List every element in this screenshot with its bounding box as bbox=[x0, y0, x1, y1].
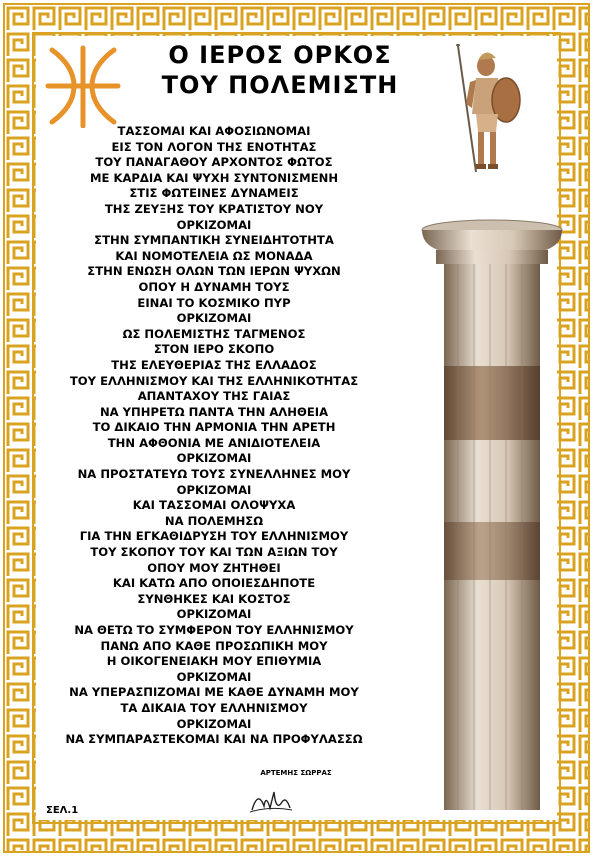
oath-line: ΝΑ ΣΥΜΠΑΡΑΣΤΕΚΟΜΑΙ ΚΑΙ ΝΑ ΠΡΟΦΥΛΑΣΣΩ bbox=[65, 732, 363, 747]
oath-line: ΟΡΚΙΖΟΜΑΙ bbox=[176, 311, 252, 326]
oath-line: ΟΠΟΥ ΜΟΥ ΖΗΤΗΘΕΙ bbox=[147, 560, 281, 575]
title-line-1: Ο ΙΕΡΟΣ ΟΡΚΟΣ bbox=[168, 41, 392, 69]
oath-line: ΣΤΟΝ ΙΕΡΟ ΣΚΟΠΟ bbox=[153, 342, 275, 357]
oath-line: ΓΙΑ ΤΗΝ ΕΓΚΑΘΙΔΡΥΣΗ ΤΟΥ ΕΛΛΗΝΙΣΜΟΥ bbox=[79, 529, 349, 544]
oath-line: ΕΙΝΑΙ ΤΟ ΚΟΣΜΙΚΟ ΠΥΡ bbox=[137, 295, 291, 310]
oath-line: ΣΤΗΝ ΣΥΜΠΑΝΤΙΚΗ ΣΥΝΕΙΔΗΤΟΤΗΤΑ bbox=[94, 233, 334, 248]
oath-line: ΕΙΣ ΤΟΝ ΛΟΓΟΝ ΤΗΣ ΕΝΟΤΗΤΑΣ bbox=[111, 139, 317, 154]
oath-line: ΤΟ ΔΙΚΑΙΟ ΤΗΝ ΑΡΜΟΝΙΑ ΤΗΝ ΑΡΕΤΗ bbox=[92, 420, 336, 435]
oath-text bbox=[44, 124, 384, 748]
oath-line: ΚΑΙ ΝΟΜΟΤΕΛΕΙΑ ΩΣ ΜΟΝΑΔΑ bbox=[115, 248, 313, 263]
oath-line: ΤΗΣ ΕΛΕΥΘΕΡΙΑΣ ΤΗΣ ΕΛΛΑΔΟΣ bbox=[111, 357, 317, 372]
oath-line: ΝΑ ΠΡΟΣΤΑΤΕΥΩ ΤΟΥΣ ΣΥΝΕΛΛΗΝΕΣ ΜΟΥ bbox=[77, 467, 351, 482]
oath-line: ΝΑ ΥΠΕΡΑΣΠΙΖΟΜΑΙ ΜΕ ΚΑΘΕ ΔΥΝΑΜΗ ΜΟΥ bbox=[69, 685, 359, 700]
oath-line: ΩΣ ΠΟΛΕΜΙΣΤΗΣ ΤΑΓΜΕΝΟΣ bbox=[122, 326, 306, 341]
oath-line: ΤΟΥ ΠΑΝΑΓΑΘΟΥ ΑΡΧΟΝΤΟΣ ΦΩΤΟΣ bbox=[95, 155, 333, 170]
oath-line: ΚΑΙ ΚΑΤΩ ΑΠΟ ΟΠΟΙΕΣΔΗΠΟΤΕ bbox=[112, 576, 316, 591]
oath-line: ΤΑΣΣΟΜΑΙ ΚΑΙ ΑΦΟΣΙΩΝΟΜΑΙ bbox=[117, 124, 311, 138]
oath-line: ΟΡΚΙΖΟΜΑΙ bbox=[176, 217, 252, 232]
oath-line: ΤΗΝ ΑΦΘΟΝΙΑ ΜΕ ΑΝΙΔΙΟΤΕΛΕΙΑ bbox=[107, 435, 321, 450]
ionic-column-icon bbox=[418, 218, 566, 810]
oath-line: ΝΑ ΘΕΤΩ ΤΟ ΣΥΜΦΕΡΟΝ ΤΟΥ ΕΛΛΗΝΙΣΜΟΥ bbox=[74, 623, 354, 637]
oath-line: ΜΕ ΚΑΡΔΙΑ ΚΑΙ ΨΥΧΗ ΣΥΝΤΟΝΙΣΜΕΝΗ bbox=[89, 170, 339, 185]
oath-line: ΟΡΚΙΖΟΜΑΙ bbox=[176, 607, 252, 622]
page-number: ΣΕΛ.1 bbox=[46, 805, 79, 816]
warrior-statue-icon bbox=[446, 44, 526, 174]
title-line-2: ΤΟΥ ΠΟΛΕΜΙΣΤΗ bbox=[161, 71, 399, 99]
oath-line: ΣΥΝΘΗΚΕΣ ΚΑΙ ΚΟΣΤΟΣ bbox=[137, 591, 291, 606]
oath-line: ΠΑΝΩ ΑΠΟ ΚΑΘΕ ΠΡΟΣΩΠΙΚΗ ΜΟΥ bbox=[100, 638, 328, 653]
oath-line: ΟΠΟΥ Η ΔΥΝΑΜΗ ΤΟΥΣ bbox=[138, 279, 290, 294]
oath-line: ΤΟΥ ΣΚΟΠΟΥ ΤΟΥ ΚΑΙ ΤΩΝ ΑΞΙΩΝ ΤΟΥ bbox=[90, 545, 338, 560]
oath-line: Η ΟΙΚΟΓΕΝΕΙΑΚΗ ΜΟΥ ΕΠΙΘΥΜΙΑ bbox=[106, 654, 322, 669]
oath-line: ΤΗΣ ΖΕΥΞΗΣ ΤΟΥ ΚΡΑΤΙΣΤΟΥ ΝΟΥ bbox=[104, 201, 324, 216]
author-name: ΑΡΤΕΜΗΣ ΣΩΡΡΑΣ bbox=[260, 769, 332, 777]
trident-logo-icon bbox=[44, 44, 122, 128]
oath-line: ΟΡΚΙΖΟΜΑΙ bbox=[176, 451, 252, 466]
oath-line: ΤΟΥ ΕΛΛΗΝΙΣΜΟΥ ΚΑΙ ΤΗΣ ΕΛΛΗΝΙΚΟΤΗΤΑΣ bbox=[69, 373, 359, 388]
oath-line: ΣΤΗΝ ΕΝΩΣΗ ΟΛΩΝ ΤΩΝ ΙΕΡΩΝ ΨΥΧΩΝ bbox=[87, 264, 341, 279]
oath-line: ΑΠΑΝΤΑΧΟΥ ΤΗΣ ΓΑΙΑΣ bbox=[137, 389, 291, 404]
oath-line: ΚΑΙ ΤΑΣΣΟΜΑΙ ΟΛΟΨΥΧΑ bbox=[132, 498, 296, 513]
oath-line: ΟΡΚΙΖΟΜΑΙ bbox=[176, 669, 252, 684]
signature-icon bbox=[248, 786, 294, 816]
oath-line: ΝΑ ΥΠΗΡΕΤΩ ΠΑΝΤΑ ΤΗΝ ΑΛΗΘΕΙΑ bbox=[99, 404, 329, 419]
page-title bbox=[130, 40, 430, 100]
oath-line: ΣΤΙΣ ΦΩΤΕΙΝΕΣ ΔΥΝΑΜΕΙΣ bbox=[129, 186, 299, 201]
oath-line: ΤΑ ΔΙΚΑΙΑ ΤΟΥ ΕΛΛΗΝΙΣΜΟΥ bbox=[120, 700, 308, 715]
oath-line: ΝΑ ΠΟΛΕΜΗΣΩ bbox=[164, 513, 264, 528]
oath-line: ΟΡΚΙΖΟΜΑΙ bbox=[176, 482, 252, 497]
oath-line: ΟΡΚΙΖΟΜΑΙ bbox=[176, 716, 252, 731]
